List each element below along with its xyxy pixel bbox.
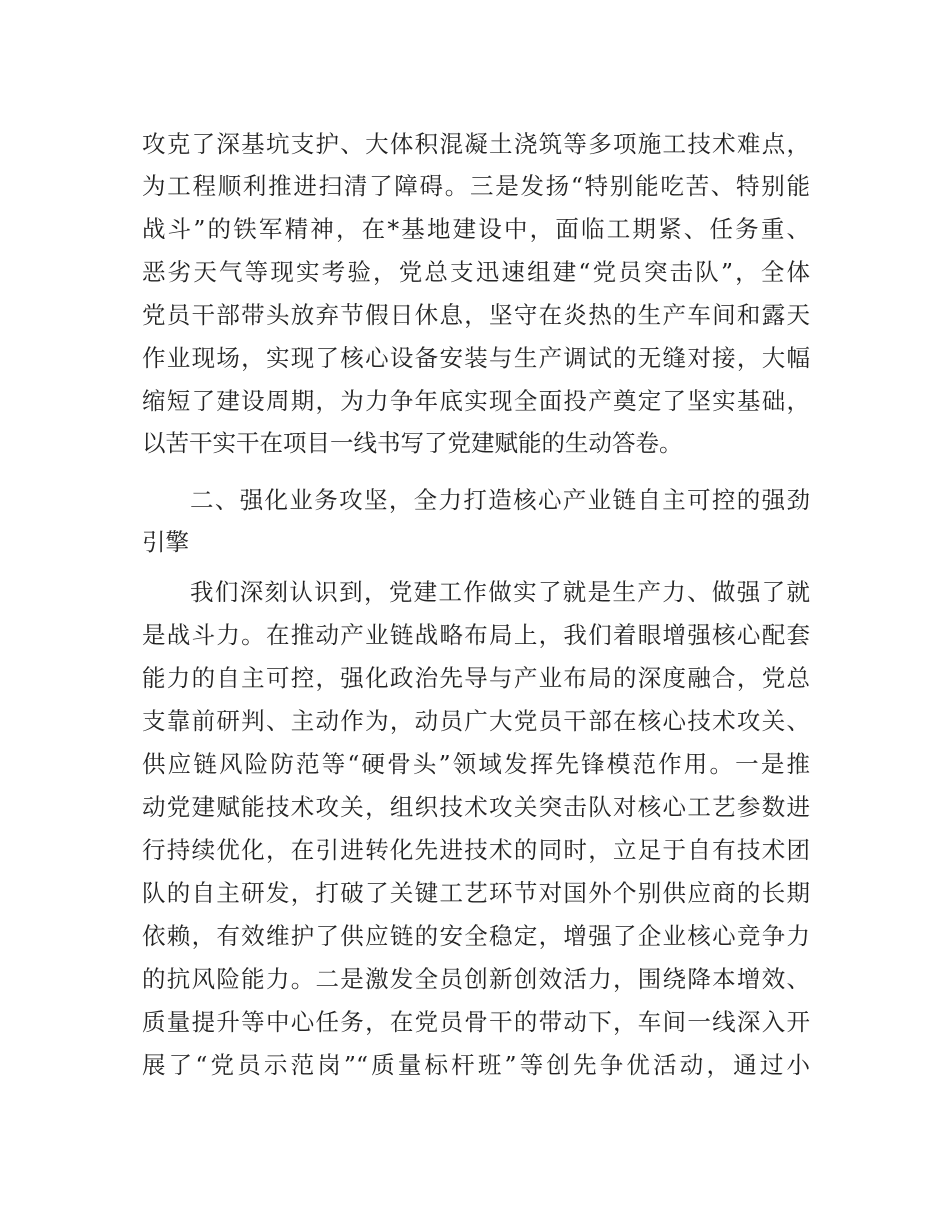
text-line: 队的自主研发，打破了关键工艺环节对国外个别供应商的长期 [142, 879, 810, 907]
text-line: 的抗风险能力。二是激发全员创新创效活力，围绕降本增效、 [142, 965, 810, 993]
text-line: 能力的自主可控，强化政治先导与产业布局的深度融合，党总 [142, 664, 810, 692]
text-line: 我们深刻认识到，党建工作做实了就是生产力、做强了就 [190, 578, 810, 606]
text-line: 缩短了建设周期，为力争年底实现全面投产奠定了坚实基础， [142, 387, 810, 415]
section-heading: 二、强化业务攻坚，全力打造核心产业链自主可控的强劲 [190, 486, 810, 514]
text-line: 支靠前研判、主动作为，动员广大党员干部在核心技术攻关、 [142, 707, 810, 735]
text-line: 攻克了深基坑支护、大体积混凝土浇筑等多项施工技术难点， [142, 130, 810, 158]
text-line: 作业现场，实现了核心设备安装与生产调试的无缝对接，大幅 [142, 344, 810, 372]
text-line: 依赖，有效维护了供应链的安全稳定，增强了企业核心竞争力 [142, 922, 810, 950]
text-line: 展了“党员示范岗”“质量标杆班”等创先争优活动，通过小 [142, 1051, 810, 1079]
text-line: 是战斗力。在推动产业链战略布局上，我们着眼增强核心配套 [142, 621, 810, 649]
text-line: 战斗”的铁军精神，在*基地建设中，面临工期紧、任务重、 [142, 215, 810, 243]
text-line: 党员干部带头放弃节假日休息，坚守在炎热的生产车间和露天 [142, 301, 810, 329]
text-line: 为工程顺利推进扫清了障碍。三是发扬“特别能吃苦、特别能 [142, 172, 810, 200]
text-line: 恶劣天气等现实考验，党总支迅速组建“党员突击队”，全体 [142, 258, 810, 286]
text-line: 行持续优化，在引进转化先进技术的同时，立足于自有技术团 [142, 836, 810, 864]
text-line: 动党建赋能技术攻关，组织技术攻关突击队对核心工艺参数进 [142, 793, 810, 821]
text-line: 以苦干实干在项目一线书写了党建赋能的生动答卷。 [142, 429, 683, 457]
text-line: 质量提升等中心任务，在党员骨干的带动下，车间一线深入开 [142, 1008, 810, 1036]
text-line: 供应链风险防范等“硬骨头”领域发挥先锋模范作用。一是推 [142, 750, 810, 778]
section-heading-continued: 引擎 [142, 528, 189, 556]
